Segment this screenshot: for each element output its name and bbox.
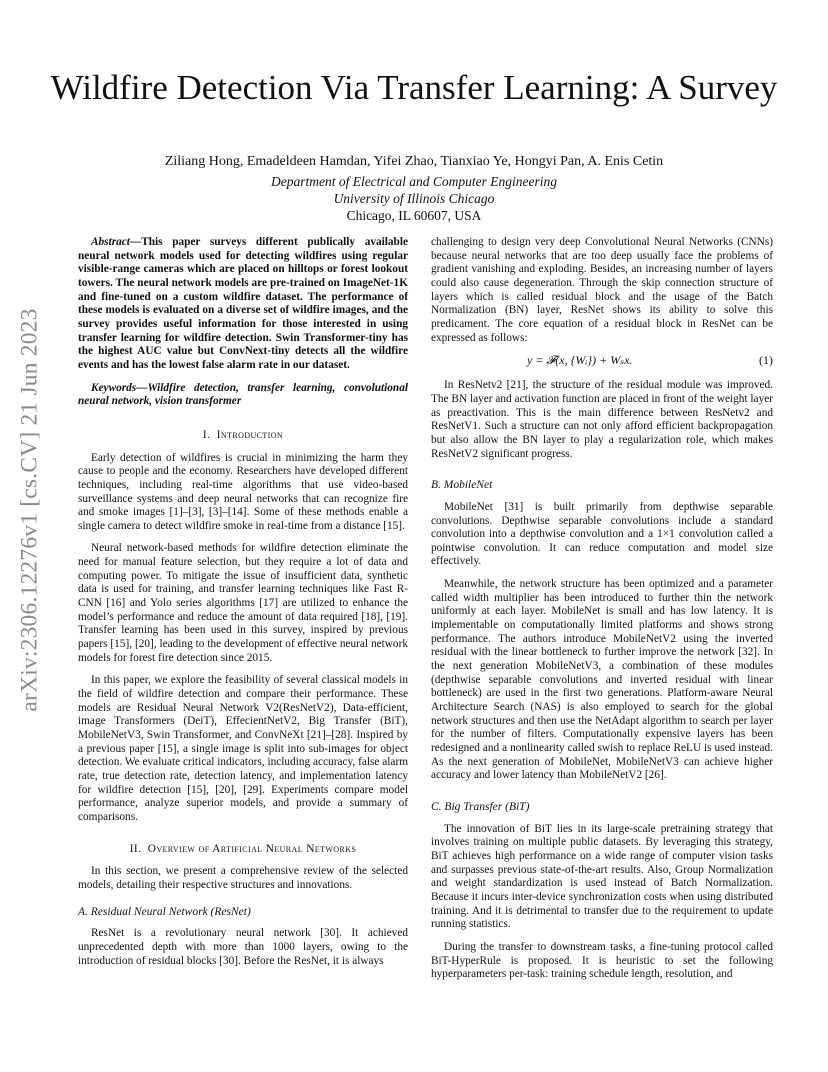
section-title: Overview of Artificial Neural Networks [147, 842, 357, 855]
paragraph-bit-1: The innovation of BiT lies in its large-scale pretraining strategy that involves training on multiple public datasets. By leveraging this strategy, BiT achieves high performance on a wide range of computer vision tasks and surpasses previous state-of-the-art results. Also, Group Normalization and weight standardization is used instead of Batch Normalization. Because it incurs inter-device synchronization costs when using distributed training. And it is detrimental to transfer due to the requirement to update running statistics. [431, 822, 773, 931]
section-heading-introduction [78, 429, 408, 443]
subsection-heading-mobilenet: B. MobileNet [431, 479, 493, 492]
subsection-heading-bit: C. Big Transfer (BiT) [431, 800, 530, 813]
section-heading-overview [78, 843, 408, 857]
right-column [431, 236, 773, 982]
arxiv-id: arXiv:2306.12276v1 [cs.CV] 21 Jun 2023 [16, 308, 43, 712]
paragraph-resnet-3: In ResNetv2 [21], the structure of the residual module was improved. The BN layer and activation function are placed in front of the weight layer as preactivation. This is the main difference between ResNetv2 and ResNetV1. Such a structure can not only afford efficient backpropagation but also allow the BN layer to play a regularization role, which makes ResNetV2 significant progress. [431, 379, 773, 460]
keywords [78, 382, 408, 409]
paragraph-intro-3: In this paper, we explore the feasibility of several classical models in the field of wildfire detection and compare their performance. These models are Residual Neural Network V2(ResNetV2), Data-efficient, image Transformers (DeiT), EffecientNetV2, Big Transfer (BiT), MobileNetV3, Swin Transformer, and ConvNeXt [21]–[28]. Inspired by a previous paper [15], a single image is split into sub-images for object detection. We evaluate critical indicators, including accuracy, false alarm rate, true detection rate, detection latency, and implementation latency for wildfire detection [15], [20], [29]. Experiments compare model performance, analyze superior models, and provide a summary of comparisons. [78, 674, 408, 823]
equation-body: y = 𝓕(x, {Wᵢ}) + Wₛx. [527, 353, 633, 368]
arxiv-stamp [10, 290, 50, 730]
abstract-text: —This paper surveys different publically available neural network models used for detecting wildfires using regular visible-range cameras which are placed on hilltops or forest lookout towers. The neural network models are pre-trained on ImageNet-1K and fine-tuned on a custom wildfire dataset. The performance of these models is evaluated on a diverse set of wildfire images, and the survey provides useful information for those interested in using transfer learning for wildfire detection. Swin Transformer-tiny has the highest AUC value but ConvNext-tiny detects all the wildfire events and has the lowest false alarm rate in our dataset. [78, 236, 408, 371]
affiliation-university: University of Illinois Chicago [333, 191, 495, 206]
affiliation-city: Chicago, IL 60607, USA [346, 208, 482, 223]
paragraph-resnet-2: challenging to design very deep Convolutional Neural Networks (CNNs) because neural networks that are too deep usually face the problems of gradient vanishing and exploding. Besides, an increasing number of layers could also cause degeneration. Through the skip connection structure of layers which is called residual block and the usage of the Batch Normalization (BN) layer, ResNet shows its ability to solve this predicament. The core equation of a residual block in ResNet can be expressed as follows: [431, 236, 773, 344]
section-number: II. [129, 842, 142, 855]
keywords-lead: Keywords [91, 381, 137, 394]
paper-title: Wildfire Detection Via Transfer Learning: A Survey [50, 68, 778, 107]
paragraph-intro-1: Early detection of wildfires is crucial in minimizing the harm they cause to people and the economy. Researchers have developed different techniques, including real-time algorithms that use video-based surveillance systems and deep neural networks that can recognize fire and smoke images [1]–[3], [3]–[14]. Some of these methods enable a single camera to detect wildfire smoke in real-time from a distance [15]. [78, 451, 408, 532]
paragraph-mobilenet-1: MobileNet [31] is built primarily from depthwise separable convolutions. Depthwise separable convolutions include a standard convolution into a depthwise convolution and a 1×1 convolution called a pointwise convolution. It can reduce computation and model size effectively. [431, 500, 773, 568]
paragraph-overview: In this section, we present a comprehensive review of the selected models, detailing their respective structures and innovations. [78, 865, 408, 891]
equation-number: (1) [759, 353, 773, 368]
keywords-text: —Wildfire detection, transfer learning, convolutional neural network, vision transformer [78, 381, 408, 408]
equation-1 [431, 349, 773, 375]
section-title: Introduction [216, 428, 284, 441]
paragraph-intro-2: Neural network-based methods for wildfire detection eliminate the need for manual feature selection, but they require a lot of data and computing power. To mitigate the issue of insufficient data, synthetic data is used for training, and transfer learning techniques like Fast R-CNN [16] and Yolo series algorithms [17] are utilized to enhance the model’s performance and reduce the amount of data required [18], [19]. Transfer learning has been used in this survey, inspired by previous papers [15], [20], leading to the development of effective neural network models for forest fire detection since 2015. [78, 542, 408, 664]
affiliation-department: Department of Electrical and Computer Engineering [270, 174, 558, 189]
abstract-lead: Abstract [91, 236, 130, 248]
section-number: I. [202, 428, 211, 441]
abstract [78, 236, 408, 373]
paragraph-resnet-1: ResNet is a revolutionary neural network [30]. It achieved unprecedented depth with more than 1000 layers, owing to the introduction of residual blocks [30]. Before the ResNet, it is always [78, 927, 408, 967]
paragraph-bit-2: During the transfer to downstream tasks, a fine-tuning protocol called BiT-HyperRule is proposed. It is heuristic to set the following hyperparameters per-task: training schedule length, resolution, and [431, 940, 773, 981]
subsection-heading-resnet: A. Residual Neural Network (ResNet) [78, 905, 251, 918]
author-list: Ziliang Hong, Emadeldeen Hamdan, Yifei Zhao, Tianxiao Ye, Hongyi Pan, A. Enis Cetin [164, 154, 664, 169]
left-column [78, 236, 408, 968]
paragraph-mobilenet-2: Meanwhile, the network structure has been optimized and a parameter called width multiplier has been introduced to further thin the network uniformly at each layer. MobileNet is small and has low latency. It is implementable on computationally limited platforms and shows strong performance. The authors introduce MobileNetV2 using the inverted residual with the linear bottleneck to further improve the network [32]. In the next generation MobileNetV3, a combination of these modules (depthwise separable convolutions and inverted residual with linear bottleneck) are used in the first two generations. Platform-aware Neural Architecture Search (NAS) is also employed to search for the global network structures and then use the NetAdapt algorithm to search per layer for the number of filters. Computationally expensive layers has been redesigned and a nonlinearity called swish to replace ReLU is used instead. As the next generation of MobileNet, MobileNetV3 can achieve higher accuracy and lower latency than MobileNetV2 [26]. [431, 578, 773, 782]
